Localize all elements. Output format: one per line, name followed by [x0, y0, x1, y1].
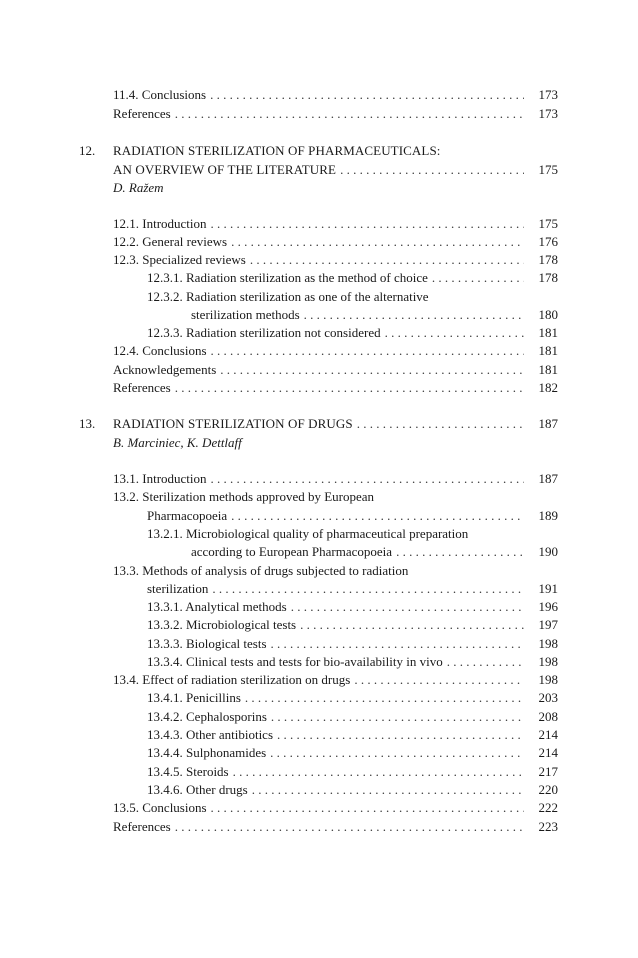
toc-entry-title: 12.1. Introduction — [113, 216, 207, 231]
toc-entry — [0, 525, 638, 543]
chapter-author — [0, 179, 638, 197]
toc-entry — [0, 361, 638, 379]
toc-entry-page: 208 — [538, 709, 558, 724]
toc-entry-page: 181 — [538, 325, 558, 340]
dot-leader — [175, 379, 524, 397]
toc-entry — [0, 671, 638, 689]
dot-leader — [211, 215, 524, 233]
toc-entry — [0, 580, 638, 598]
dot-leader — [447, 653, 524, 671]
toc-chapter-heading — [0, 161, 638, 179]
toc-entry — [0, 562, 638, 580]
chapter-title: RADIATION STERILIZATION OF PHARMACEUTICALS: — [113, 143, 441, 158]
toc-entry — [0, 488, 638, 506]
dot-leader — [231, 507, 524, 525]
chapter-title: RADIATION STERILIZATION OF DRUGS — [113, 416, 353, 431]
dot-leader — [271, 635, 524, 653]
toc-entry-page: 222 — [538, 800, 558, 815]
dot-leader — [385, 324, 524, 342]
toc-entry — [0, 251, 638, 269]
toc-entry-title: 13.3.2. Microbiological tests — [147, 617, 297, 632]
toc-entry-page: 173 — [538, 106, 558, 121]
toc-entry-page: 181 — [538, 343, 558, 358]
dot-leader — [231, 233, 524, 251]
toc-entry-title: 13.5. Conclusions — [113, 800, 207, 815]
toc-chapter-heading — [0, 142, 638, 160]
toc-entry-title: 13.3.4. Clinical tests and tests for bio-availability in vivo — [147, 654, 443, 669]
toc-entry-title: 13.3.1. Analytical methods — [147, 599, 287, 614]
toc-entry-page: 190 — [538, 544, 558, 559]
dot-leader — [270, 744, 524, 762]
toc-entry — [0, 507, 638, 525]
toc-entry-title: 13.4. Effect of radiation sterilization on drugs — [113, 672, 351, 687]
toc-entry — [0, 635, 638, 653]
toc-entry-page: 175 — [538, 162, 558, 177]
chapter-number: 13. — [79, 416, 96, 431]
toc-entry-page: 180 — [538, 307, 558, 322]
toc-entry — [0, 342, 638, 360]
dot-leader — [220, 361, 524, 379]
toc-entry — [0, 616, 638, 634]
toc-entry-page: 178 — [538, 252, 558, 267]
dot-leader — [300, 616, 524, 634]
chapter-author — [0, 434, 638, 452]
dot-leader — [211, 470, 524, 488]
toc-entry — [0, 781, 638, 799]
toc-entry — [0, 543, 638, 561]
toc-entry-title: 12.4. Conclusions — [113, 343, 207, 358]
toc-chapter-heading — [0, 415, 638, 433]
dot-leader — [432, 269, 524, 287]
toc-entry — [0, 708, 638, 726]
author-names: D. Ražem — [113, 180, 164, 195]
dot-leader — [250, 251, 524, 269]
toc-entry-title: 12.3.3. Radiation sterilization not considered — [147, 325, 381, 340]
toc-entry-page: 187 — [538, 416, 558, 431]
toc-entry-page: 220 — [538, 782, 558, 797]
dot-leader — [212, 580, 524, 598]
dot-leader — [340, 161, 524, 179]
toc-entry — [0, 306, 638, 324]
toc-entry — [0, 215, 638, 233]
toc-entry-title: 13.3.3. Biological tests — [147, 636, 267, 651]
dot-leader — [304, 306, 524, 324]
toc-entry-page: 189 — [538, 508, 558, 523]
toc-entry — [0, 269, 638, 287]
toc-entry — [0, 726, 638, 744]
dot-leader — [354, 671, 524, 689]
toc-entry — [0, 763, 638, 781]
toc-entry — [0, 233, 638, 251]
toc-entry — [0, 288, 638, 306]
toc-entry-page: 203 — [538, 690, 558, 705]
toc-entry-page: 191 — [538, 581, 558, 596]
toc-entry-title: 12.3. Specialized reviews — [113, 252, 246, 267]
dot-leader — [211, 799, 524, 817]
toc-entry — [0, 689, 638, 707]
toc-entry-page: 217 — [538, 764, 558, 779]
toc-entry-title: according to European Pharmacopoeia — [191, 544, 393, 559]
toc-entry-title: 11.4. Conclusions — [113, 87, 207, 102]
toc-entry-page: 187 — [538, 471, 558, 486]
toc-entry-page: 182 — [538, 380, 558, 395]
toc-entry-title: Pharmacopoeia — [147, 508, 228, 523]
dot-leader — [210, 86, 524, 104]
toc-entry — [0, 744, 638, 762]
toc-entry-page: 198 — [538, 672, 558, 687]
toc-entry-title: sterilization — [147, 581, 209, 596]
toc-entry-title: References — [113, 380, 171, 395]
chapter-title: AN OVERVIEW OF THE LITERATURE — [113, 162, 337, 177]
toc-entry — [0, 470, 638, 488]
toc-entry-title: 12.3.1. Radiation sterilization as the method of choice — [147, 270, 428, 285]
toc-entry-title: 13.4.1. Penicillins — [147, 690, 241, 705]
toc-entry — [0, 799, 638, 817]
toc-entry-title: 13.4.3. Other antibiotics — [147, 727, 274, 742]
toc-entry-page: 178 — [538, 270, 558, 285]
toc-entry-title: 13.4.4. Sulphonamides — [147, 745, 267, 760]
toc-entry-title: 13.1. Introduction — [113, 471, 207, 486]
toc-entry-title: 13.4.2. Cephalosporins — [147, 709, 267, 724]
dot-leader — [211, 342, 524, 360]
toc-entry — [0, 86, 638, 104]
dot-leader — [175, 105, 524, 123]
toc-entry-title: 12.3.2. Radiation sterilization as one of the alternative — [147, 289, 429, 304]
toc-entry-page: 173 — [538, 87, 558, 102]
toc-entry-page: 175 — [538, 216, 558, 231]
toc-entry-page: 181 — [538, 362, 558, 377]
toc-entry-page: 198 — [538, 636, 558, 651]
toc-entry-title: Acknowledgements — [113, 362, 217, 377]
toc-entry-title: 13.3. Methods of analysis of drugs subjected to radiation — [113, 563, 409, 578]
toc-entry-page: 197 — [538, 617, 558, 632]
toc-entry-title: 13.2.1. Microbiological quality of pharmaceutical preparation — [147, 526, 469, 541]
toc-entry-page: 214 — [538, 727, 558, 742]
dot-leader — [175, 818, 524, 836]
toc-entry — [0, 105, 638, 123]
toc-entry — [0, 653, 638, 671]
dot-leader — [271, 708, 524, 726]
toc-entry-title: References — [113, 819, 171, 834]
toc-entry-page: 196 — [538, 599, 558, 614]
toc-entry-title: 13.4.5. Steroids — [147, 764, 229, 779]
dot-leader — [252, 781, 524, 799]
dot-leader — [291, 598, 524, 616]
toc-entry — [0, 324, 638, 342]
dot-leader — [245, 689, 524, 707]
dot-leader — [277, 726, 524, 744]
dot-leader — [233, 763, 524, 781]
dot-leader — [357, 415, 524, 433]
author-names: B. Marciniec, K. Dettlaff — [113, 435, 242, 450]
chapter-number: 12. — [79, 143, 96, 158]
toc-entry-title: References — [113, 106, 171, 121]
toc-entry — [0, 598, 638, 616]
toc-entry-title: sterilization methods — [191, 307, 300, 322]
toc-entry-title: 13.4.6. Other drugs — [147, 782, 248, 797]
dot-leader — [396, 543, 524, 561]
toc-entry-title: 12.2. General reviews — [113, 234, 228, 249]
toc-entry-page: 176 — [538, 234, 558, 249]
toc-entry-page: 214 — [538, 745, 558, 760]
toc-entry-page: 223 — [538, 819, 558, 834]
toc-entry — [0, 379, 638, 397]
toc-entry-title: 13.2. Sterilization methods approved by European — [113, 489, 375, 504]
toc-entry — [0, 818, 638, 836]
toc-entry-page: 198 — [538, 654, 558, 669]
